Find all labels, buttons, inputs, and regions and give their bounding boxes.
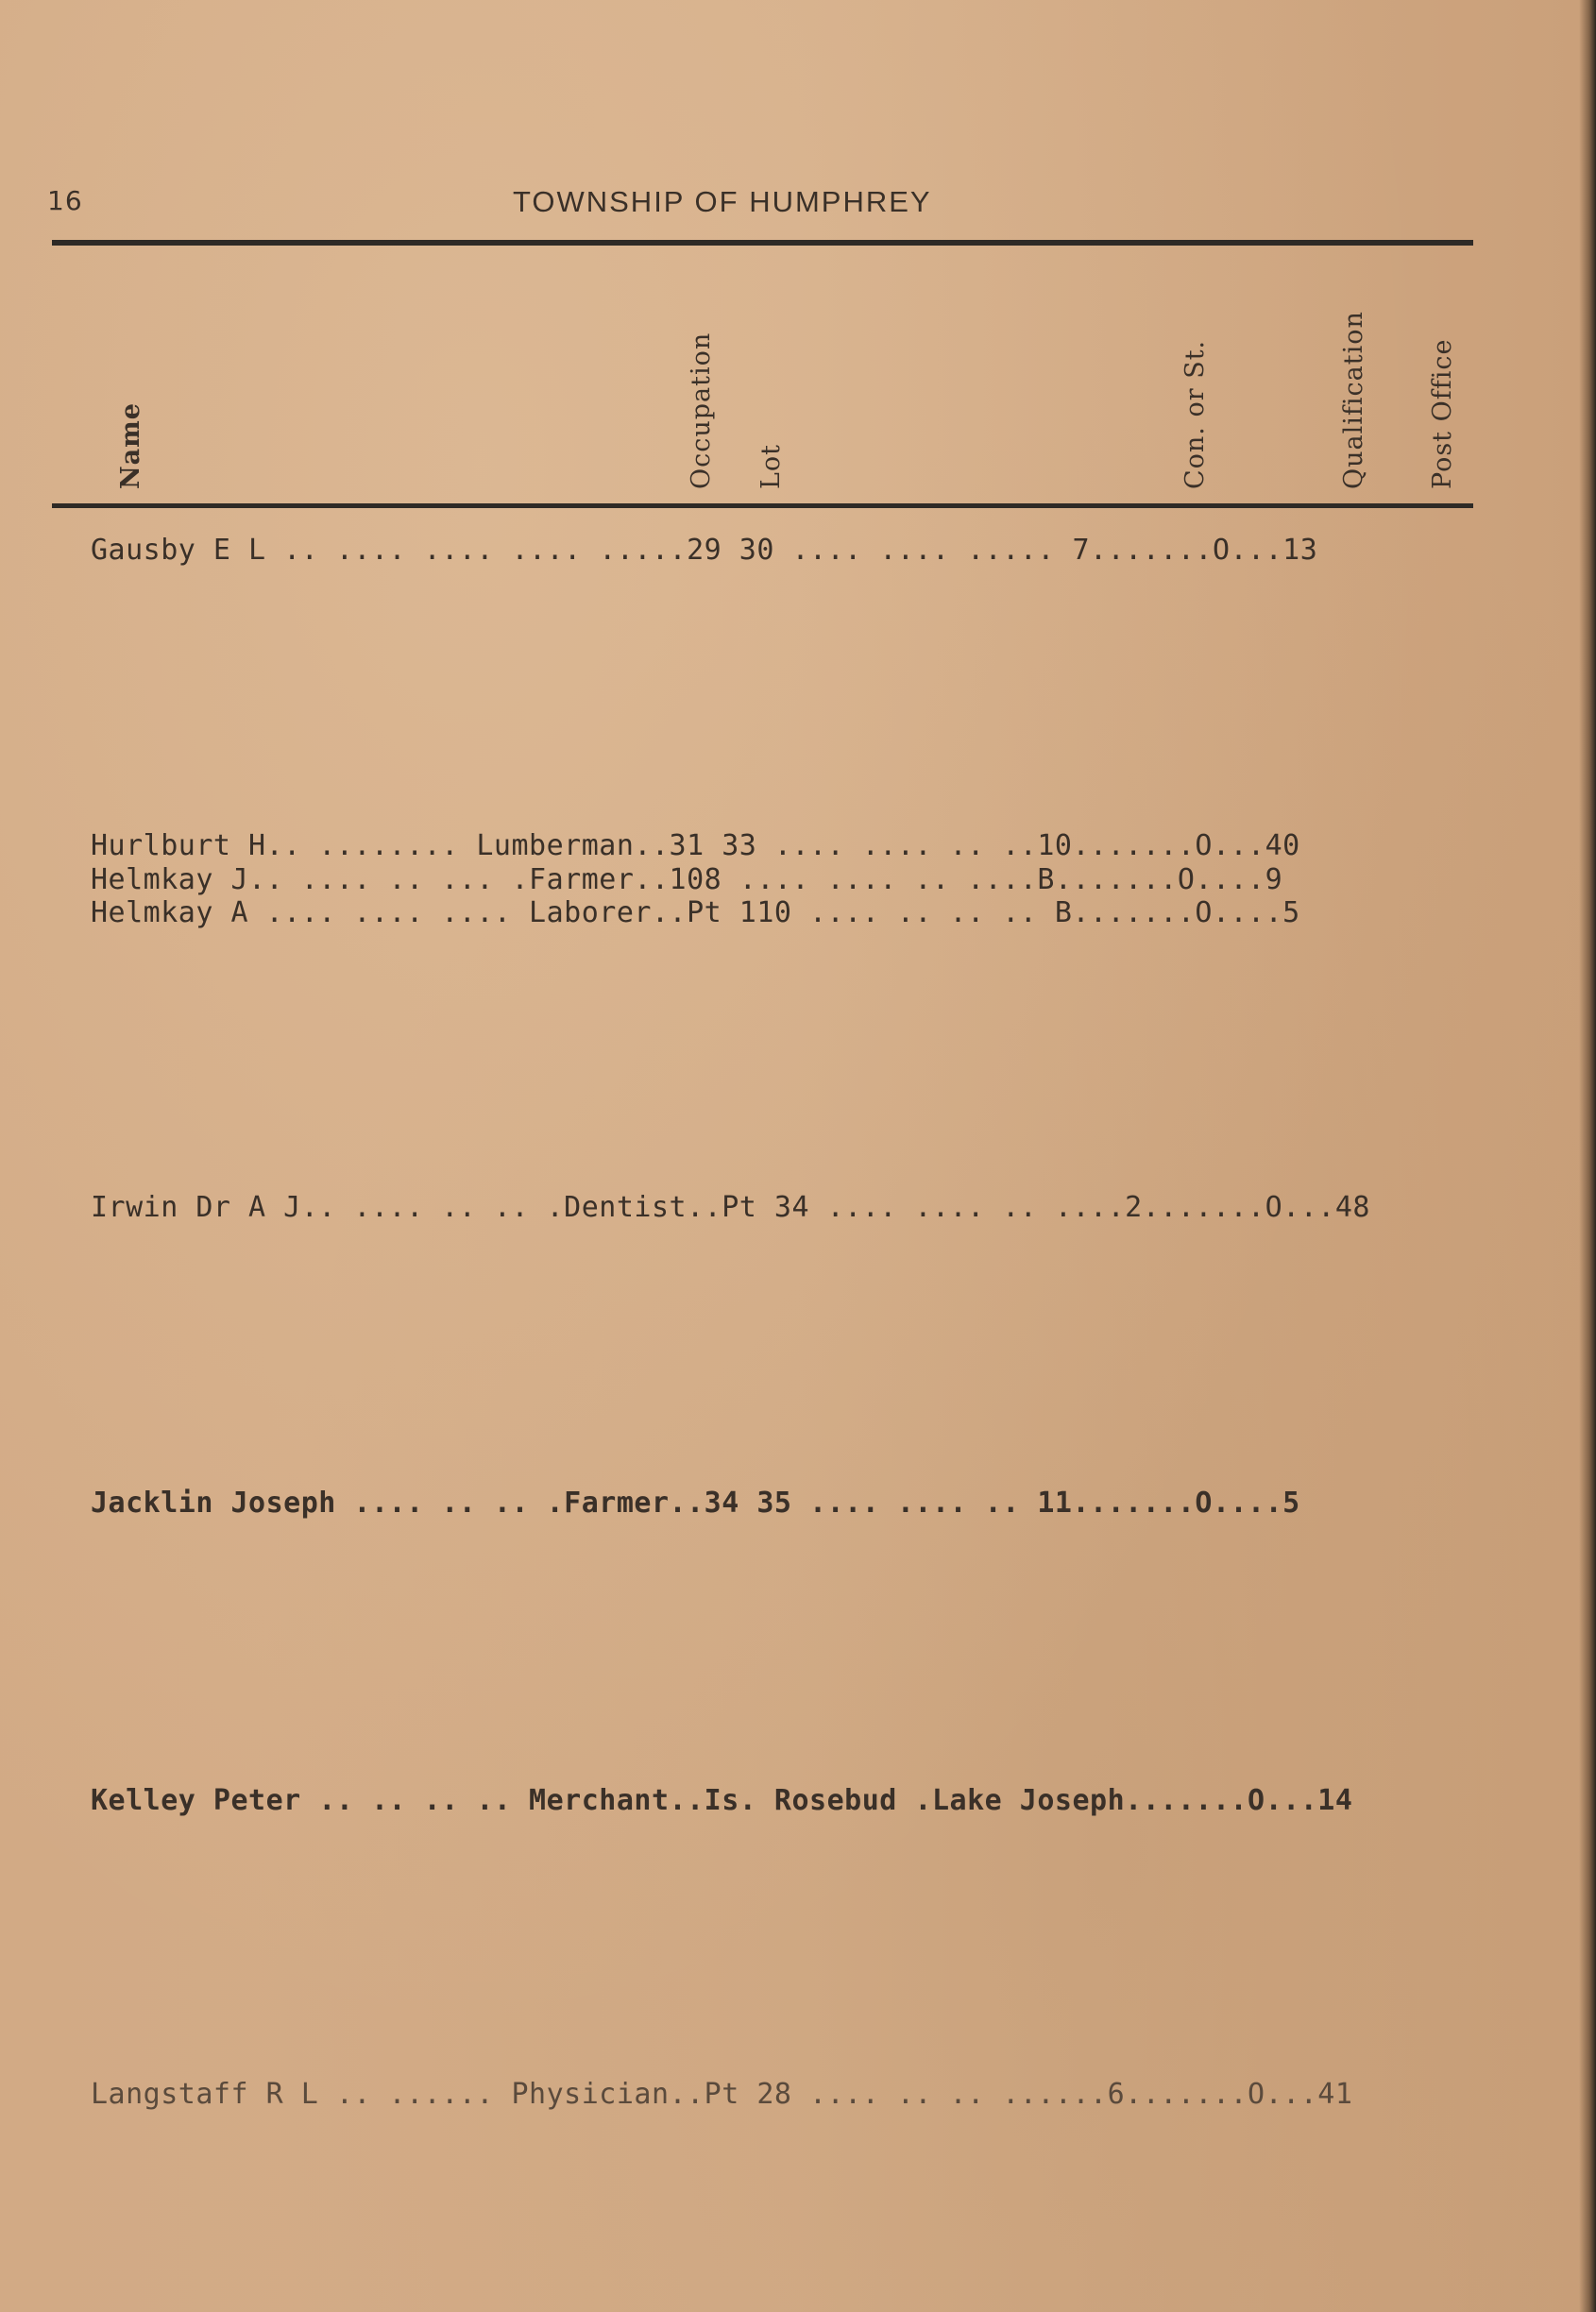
column-head-lot: Lot bbox=[756, 443, 786, 489]
entry-helmkay-a: Helmkay A .... .... .... Laborer..Pt 110 .... .. .. .. B.......O....5 bbox=[91, 896, 1300, 929]
entry-kelley: Kelley Peter .. .. .. .. Merchant..Is. Rosebud .Lake Joseph.......O...14 bbox=[91, 1784, 1353, 1817]
entry-irwin: Irwin Dr A J.. .... .. .. .Dentist..Pt 34 .... .... .. ....2.......O...48 bbox=[91, 1191, 1370, 1224]
header-top-rule bbox=[52, 240, 1473, 246]
column-head-occupation: Occupation bbox=[687, 332, 716, 489]
column-head-name: Name bbox=[116, 402, 145, 489]
page-number: 16 bbox=[47, 185, 83, 216]
entry-gausby: Gausby E L .. .... .... .... .....29 30 .... .... ..... 7.......O...13 bbox=[91, 534, 1318, 567]
entry-hurlburt: Hurlburt H.. ........ Lumberman..31 33 .... .... .. ..10.......O...40 bbox=[91, 829, 1300, 862]
column-head-con-or-st: Con. or St. bbox=[1180, 339, 1210, 489]
entry-jacklin: Jacklin Joseph .... .. .. .Farmer..34 35 .... .... .. 11.......O....5 bbox=[91, 1487, 1300, 1520]
column-head-qualification: Qualification bbox=[1339, 311, 1368, 489]
column-head-post-office: Post Office bbox=[1428, 338, 1457, 489]
header-bottom-rule bbox=[52, 503, 1473, 508]
entry-langstaff: Langstaff R L .. ...... Physician..Pt 28 .... .. .. ......6.......O...41 bbox=[91, 2078, 1353, 2111]
running-title: TOWNSHIP OF HUMPHREY bbox=[513, 185, 932, 218]
entry-helmkay-j: Helmkay J.. .... .. ... .Farmer..108 .... .... .. ....B.......O....9 bbox=[91, 863, 1283, 896]
book-spine-shadow bbox=[1579, 0, 1596, 2312]
